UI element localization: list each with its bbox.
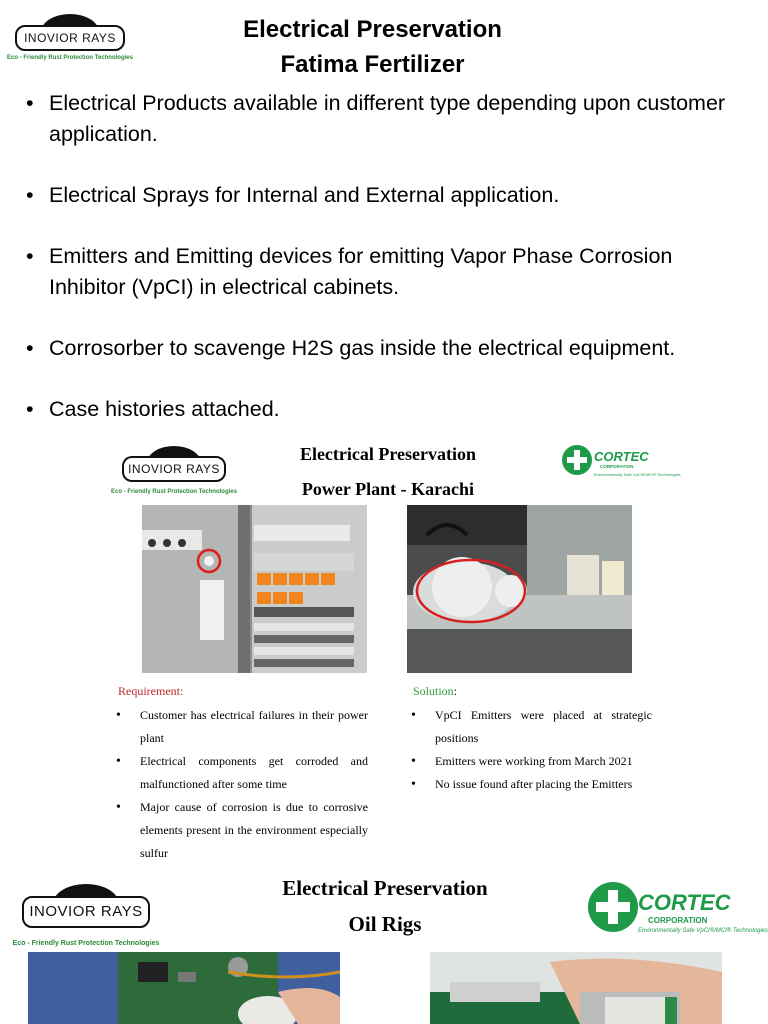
cortec-tagline: Environmentally Safe VpCI®/MCI® Technologies [638,928,768,934]
inovior-rays-logo-2 [110,446,238,500]
bullet-dot: • [116,754,121,769]
electrical-cabinet-photo [142,505,367,673]
inovior-rays-logo [8,12,132,68]
feature-text: Electrical Sprays for Internal and External application. [49,183,560,207]
feature-item [26,394,746,425]
bullet-dot: • [411,754,416,769]
circuit-board-photo [28,952,340,1024]
solution-text: VpCI Emitters were placed at strategic positions [435,708,652,745]
title-line-1: Electrical Preservation [243,16,502,43]
requirement-list [116,704,368,865]
solution-label [413,684,457,699]
cortec-cross-icon [588,882,638,932]
feature-item [26,180,746,211]
bullet-dot: • [26,397,34,421]
inovior-rays-logo-3 [6,884,166,950]
bullet-dot: • [26,91,34,115]
cortec-cross-icon [562,445,592,475]
solution-text: No issue found after placing the Emitters [435,777,633,791]
bullet-dot: • [26,183,34,207]
cortec-name: CORTEC [594,449,649,464]
requirement-item [116,704,368,750]
solution-item [411,773,652,796]
logo-name: INOVIOR RAYS [22,896,150,928]
logo-tagline: Eco - Friendly Rust Protection Technologies [7,55,133,61]
vpci-emitter-photo [407,505,632,673]
bullet-dot: • [411,708,416,723]
cortec-corp: CORPORATION [600,464,634,469]
case1-title [268,437,508,507]
logo-name: INOVIOR RAYS [122,456,226,482]
solution-label-text: Solution [413,684,454,698]
bullet-dot: • [26,336,34,360]
feature-text: Corrosorber to scavenge H2S gas inside the electrical equipment. [49,336,676,360]
requirement-text: Customer has electrical failures in their power plant [140,708,368,745]
cortec-tagline: Environmentally Safe VpCI®/MCI® Technologies [594,472,681,477]
cortec-logo-large [586,880,768,942]
case1-title-line-2: Power Plant - Karachi [301,479,475,499]
cortec-logo [560,443,681,483]
requirement-item [116,796,368,865]
case2-title-line-2: Oil Rigs [348,912,422,936]
solution-label-colon: : [453,684,458,698]
requirement-item [116,750,368,796]
requirement-text: Major cause of corrosion is due to corrosive elements present in the environment especially sulfur [140,800,368,860]
cortec-corp: CORPORATION [648,916,708,925]
feature-text: Emitters and Emitting devices for emitting Vapor Phase Corrosion Inhibitor (VpCI) in electrical cabinets. [49,244,673,299]
logo-tagline: Eco - Friendly Rust Protection Technologies [111,489,237,495]
requirement-label: Requirement: [118,684,184,698]
feature-text: Case histories attached. [49,397,280,421]
bullet-dot: • [411,777,416,792]
logo-tagline: Eco - Friendly Rust Protection Technologies [12,940,160,947]
title-line-2: Fatima Fertilizer [280,51,465,78]
page-title [200,12,545,82]
solution-item [411,704,652,750]
feature-item [26,241,746,303]
solution-list [411,704,652,796]
solution-item [411,750,652,773]
case1-title-line-1: Electrical Preservation [299,444,477,464]
feature-item [26,333,746,364]
cortec-name: CORTEC [638,890,731,915]
spray-can-photo [430,952,722,1024]
logo-name: INOVIOR RAYS [15,25,125,51]
requirement-text: Electrical components get corroded and malfunctioned after some time [140,754,368,791]
bullet-dot: • [116,708,121,723]
bullet-dot: • [26,244,34,268]
case2-title-line-1: Electrical Preservation [282,876,488,900]
feature-item [26,88,746,150]
bullet-dot: • [116,800,121,815]
feature-list [26,88,746,455]
solution-text: Emitters were working from March 2021 [435,754,633,768]
feature-text: Electrical Products available in different type depending upon customer application. [49,91,726,146]
case2-title [250,870,520,942]
